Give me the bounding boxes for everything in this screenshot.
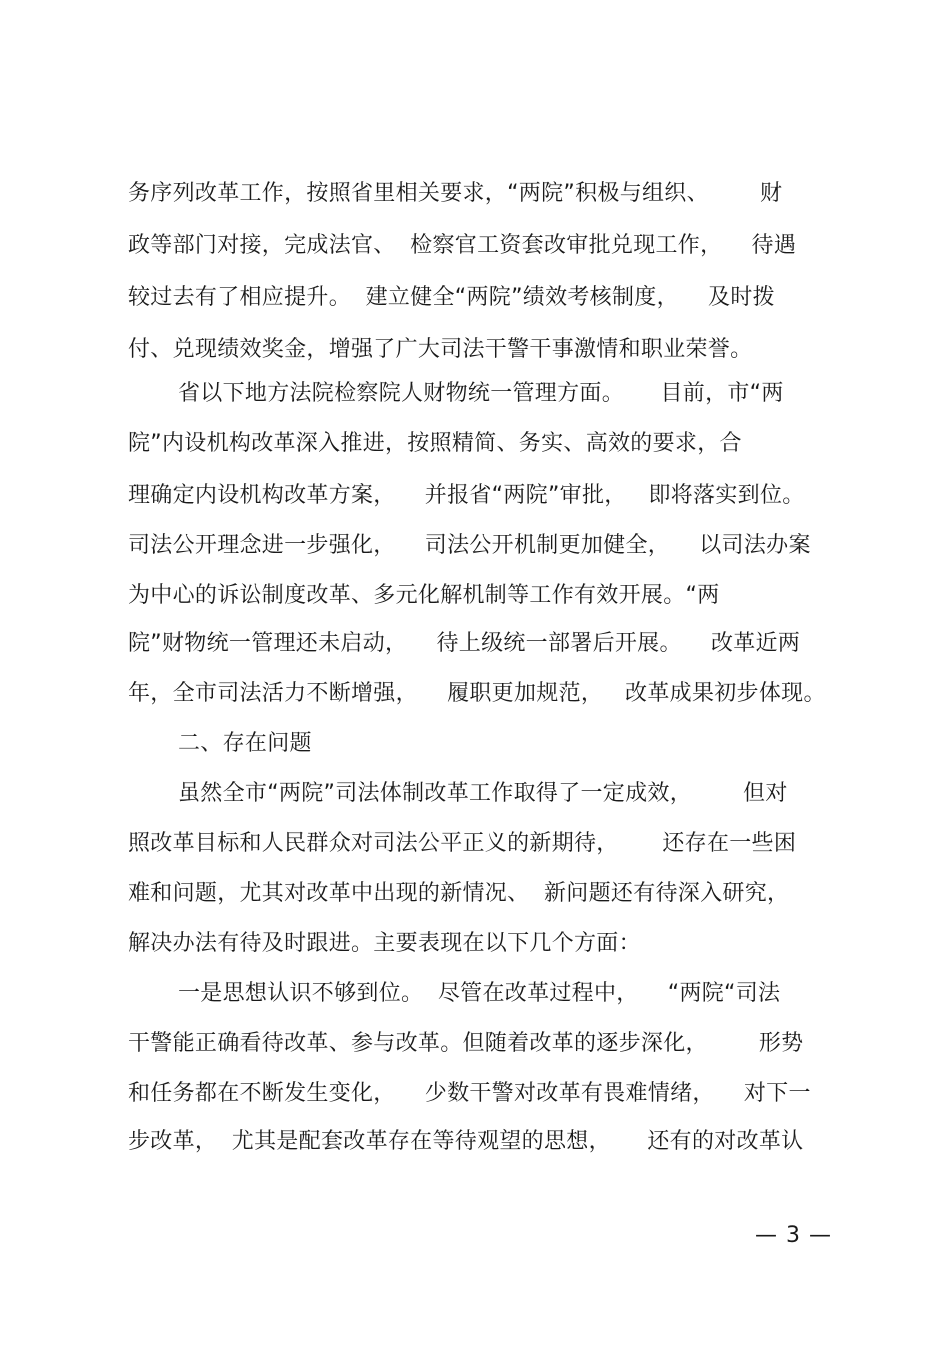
text-line: 解决办法有待及时跟进。主要表现在以下几个方面： xyxy=(128,931,641,956)
text-line: 干警能正确看待改革、参与改革。但随着改革的逐步深化， 形势 xyxy=(128,1031,804,1056)
text-line: 政等部门对接，完成法官、 检察官工资套改审批兑现工作， 待遇 xyxy=(128,233,797,258)
text-line: 理确定内设机构改革方案， 并报省“两院”审批， 即将落实到位。 xyxy=(128,483,805,508)
paragraph-first-line: 虽然全市“两院”司法体制改革工作取得了一定成效， 但对 xyxy=(178,781,788,806)
paragraph-first-line: 一是思想认识不够到位。 尽管在改革过程中， “两院“司法 xyxy=(178,981,781,1006)
page-number: — 3 — xyxy=(755,1223,832,1248)
text-line: 付、兑现绩效奖金，增强了广大司法干警干事激情和职业荣誉。 xyxy=(128,337,753,362)
text-line: 和任务都在不断发生变化， 少数干警对改革有畏难情绪， 对下一 xyxy=(128,1081,811,1106)
text-line: 为中心的诉讼制度改革、多元化解机制等工作有效开展。“两 xyxy=(128,583,720,608)
paragraph-first-line: 省以下地方法院检察院人财物统一管理方面。 目前，市“两 xyxy=(178,381,784,406)
text-line: 院”财物统一管理还未启动， 待上级统一部署后开展。 改革近两 xyxy=(128,631,801,656)
text-line: 院”内设机构改革深入推进，按照精简、务实、高效的要求，合 xyxy=(128,431,742,456)
text-line: 照改革目标和人民群众对司法公平正义的新期待， 还存在一些困 xyxy=(128,831,797,856)
text-line: 较过去有了相应提升。 建立健全“两院”绩效考核制度， 及时拨 xyxy=(128,285,775,310)
text-line: 年，全市司法活力不断增强， 履职更加规范， 改革成果初步体现。 xyxy=(128,681,826,706)
text-line: 司法公开理念进一步强化， 司法公开机制更加健全， 以司法办案 xyxy=(128,533,811,558)
section-heading: 二、存在问题 xyxy=(178,731,312,756)
text-line: 难和问题，尤其对改革中出现的新情况、 新问题还有待深入研究， xyxy=(128,881,790,906)
text-line: 务序列改革工作，按照省里相关要求，“两院”积极与组织、 财 xyxy=(128,181,783,206)
text-line: 步改革， 尤其是配套改革存在等待观望的思想， 还有的对改革认 xyxy=(128,1129,804,1154)
